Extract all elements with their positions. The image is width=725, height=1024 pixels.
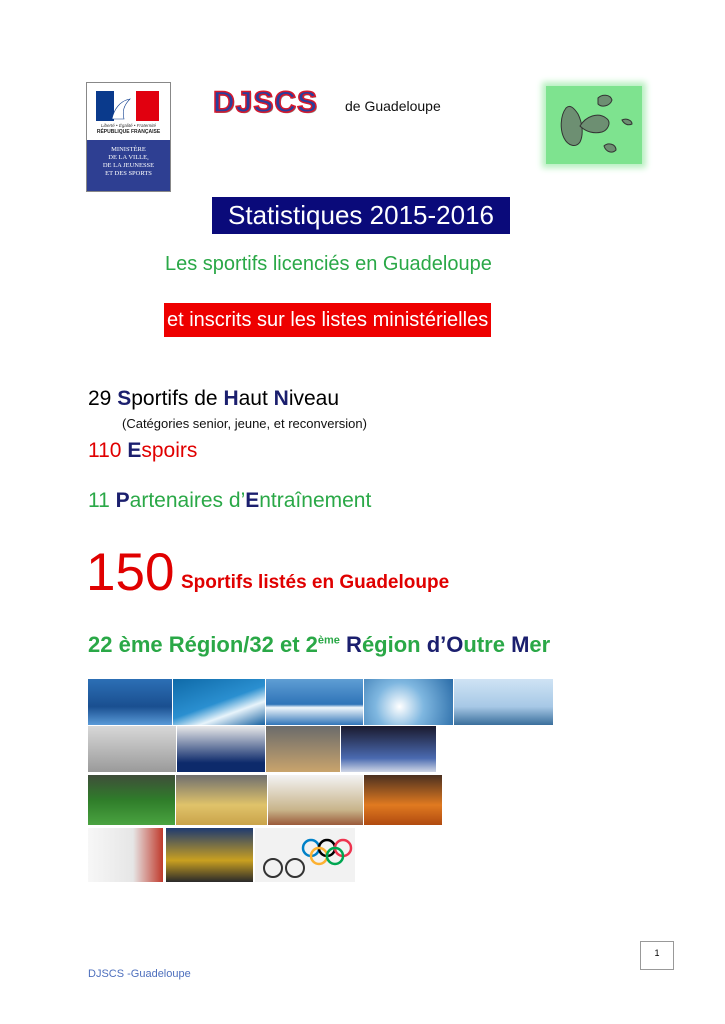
photo-windsurf	[364, 679, 453, 725]
stat-region-rank: 22 ème Région/32 et 2ème Région d’Outre Mer	[88, 632, 551, 657]
marianne-flag	[96, 91, 159, 121]
djscs-logo: DJSCS	[213, 86, 319, 119]
stat-haut-niveau: 29 Sportifs de Haut Niveau	[88, 387, 340, 410]
guadeloupe-map	[546, 86, 642, 164]
photo-fencing	[88, 726, 176, 772]
footer-text: DJSCS -Guadeloupe	[88, 968, 191, 980]
page-title: Statistiques 2015-2016	[212, 197, 510, 234]
subtitle-listes: et inscrits sur les listes ministérielles	[164, 303, 491, 337]
stat-total-label: Sportifs listés en Guadeloupe	[181, 572, 450, 593]
page-number: 1	[640, 941, 674, 970]
photo-volleyball	[268, 775, 363, 825]
photo-surfing	[173, 679, 265, 725]
photo-shooting	[88, 828, 163, 882]
photo-judo	[266, 726, 340, 772]
stat-total-count: 150	[86, 543, 175, 602]
stat-espoirs: 110 Espoirs	[88, 439, 198, 462]
photo-basketball	[364, 775, 442, 825]
ministry-logo	[86, 82, 171, 192]
photo-boxing	[341, 726, 436, 772]
republic-motto: Liberté • Égalité • Fraternité	[101, 123, 156, 128]
subtitle-licencies: Les sportifs licenciés en Guadeloupe	[165, 253, 492, 275]
photo-swimming	[88, 679, 172, 725]
photo-kayak	[266, 679, 363, 725]
photo-athletics	[166, 828, 253, 882]
photo-cycling-olympics	[255, 828, 355, 882]
photo-sailing	[454, 679, 553, 725]
photo-taekwondo	[177, 726, 265, 772]
republic-label: RÉPUBLIQUE FRANÇAISE	[96, 129, 161, 135]
ministry-name: MINISTÈRE DE LA VILLE, DE LA JEUNESSE ET DES SPORTS	[87, 140, 170, 191]
photo-football	[88, 775, 175, 825]
stat-haut-niveau-note: (Catégories senior, jeune, et reconversion)	[122, 416, 367, 431]
brand-suffix: de Guadeloupe	[345, 98, 441, 114]
photo-handball	[176, 775, 267, 825]
stat-partenaires: 11 Partenaires d’Entraînement	[88, 489, 372, 512]
